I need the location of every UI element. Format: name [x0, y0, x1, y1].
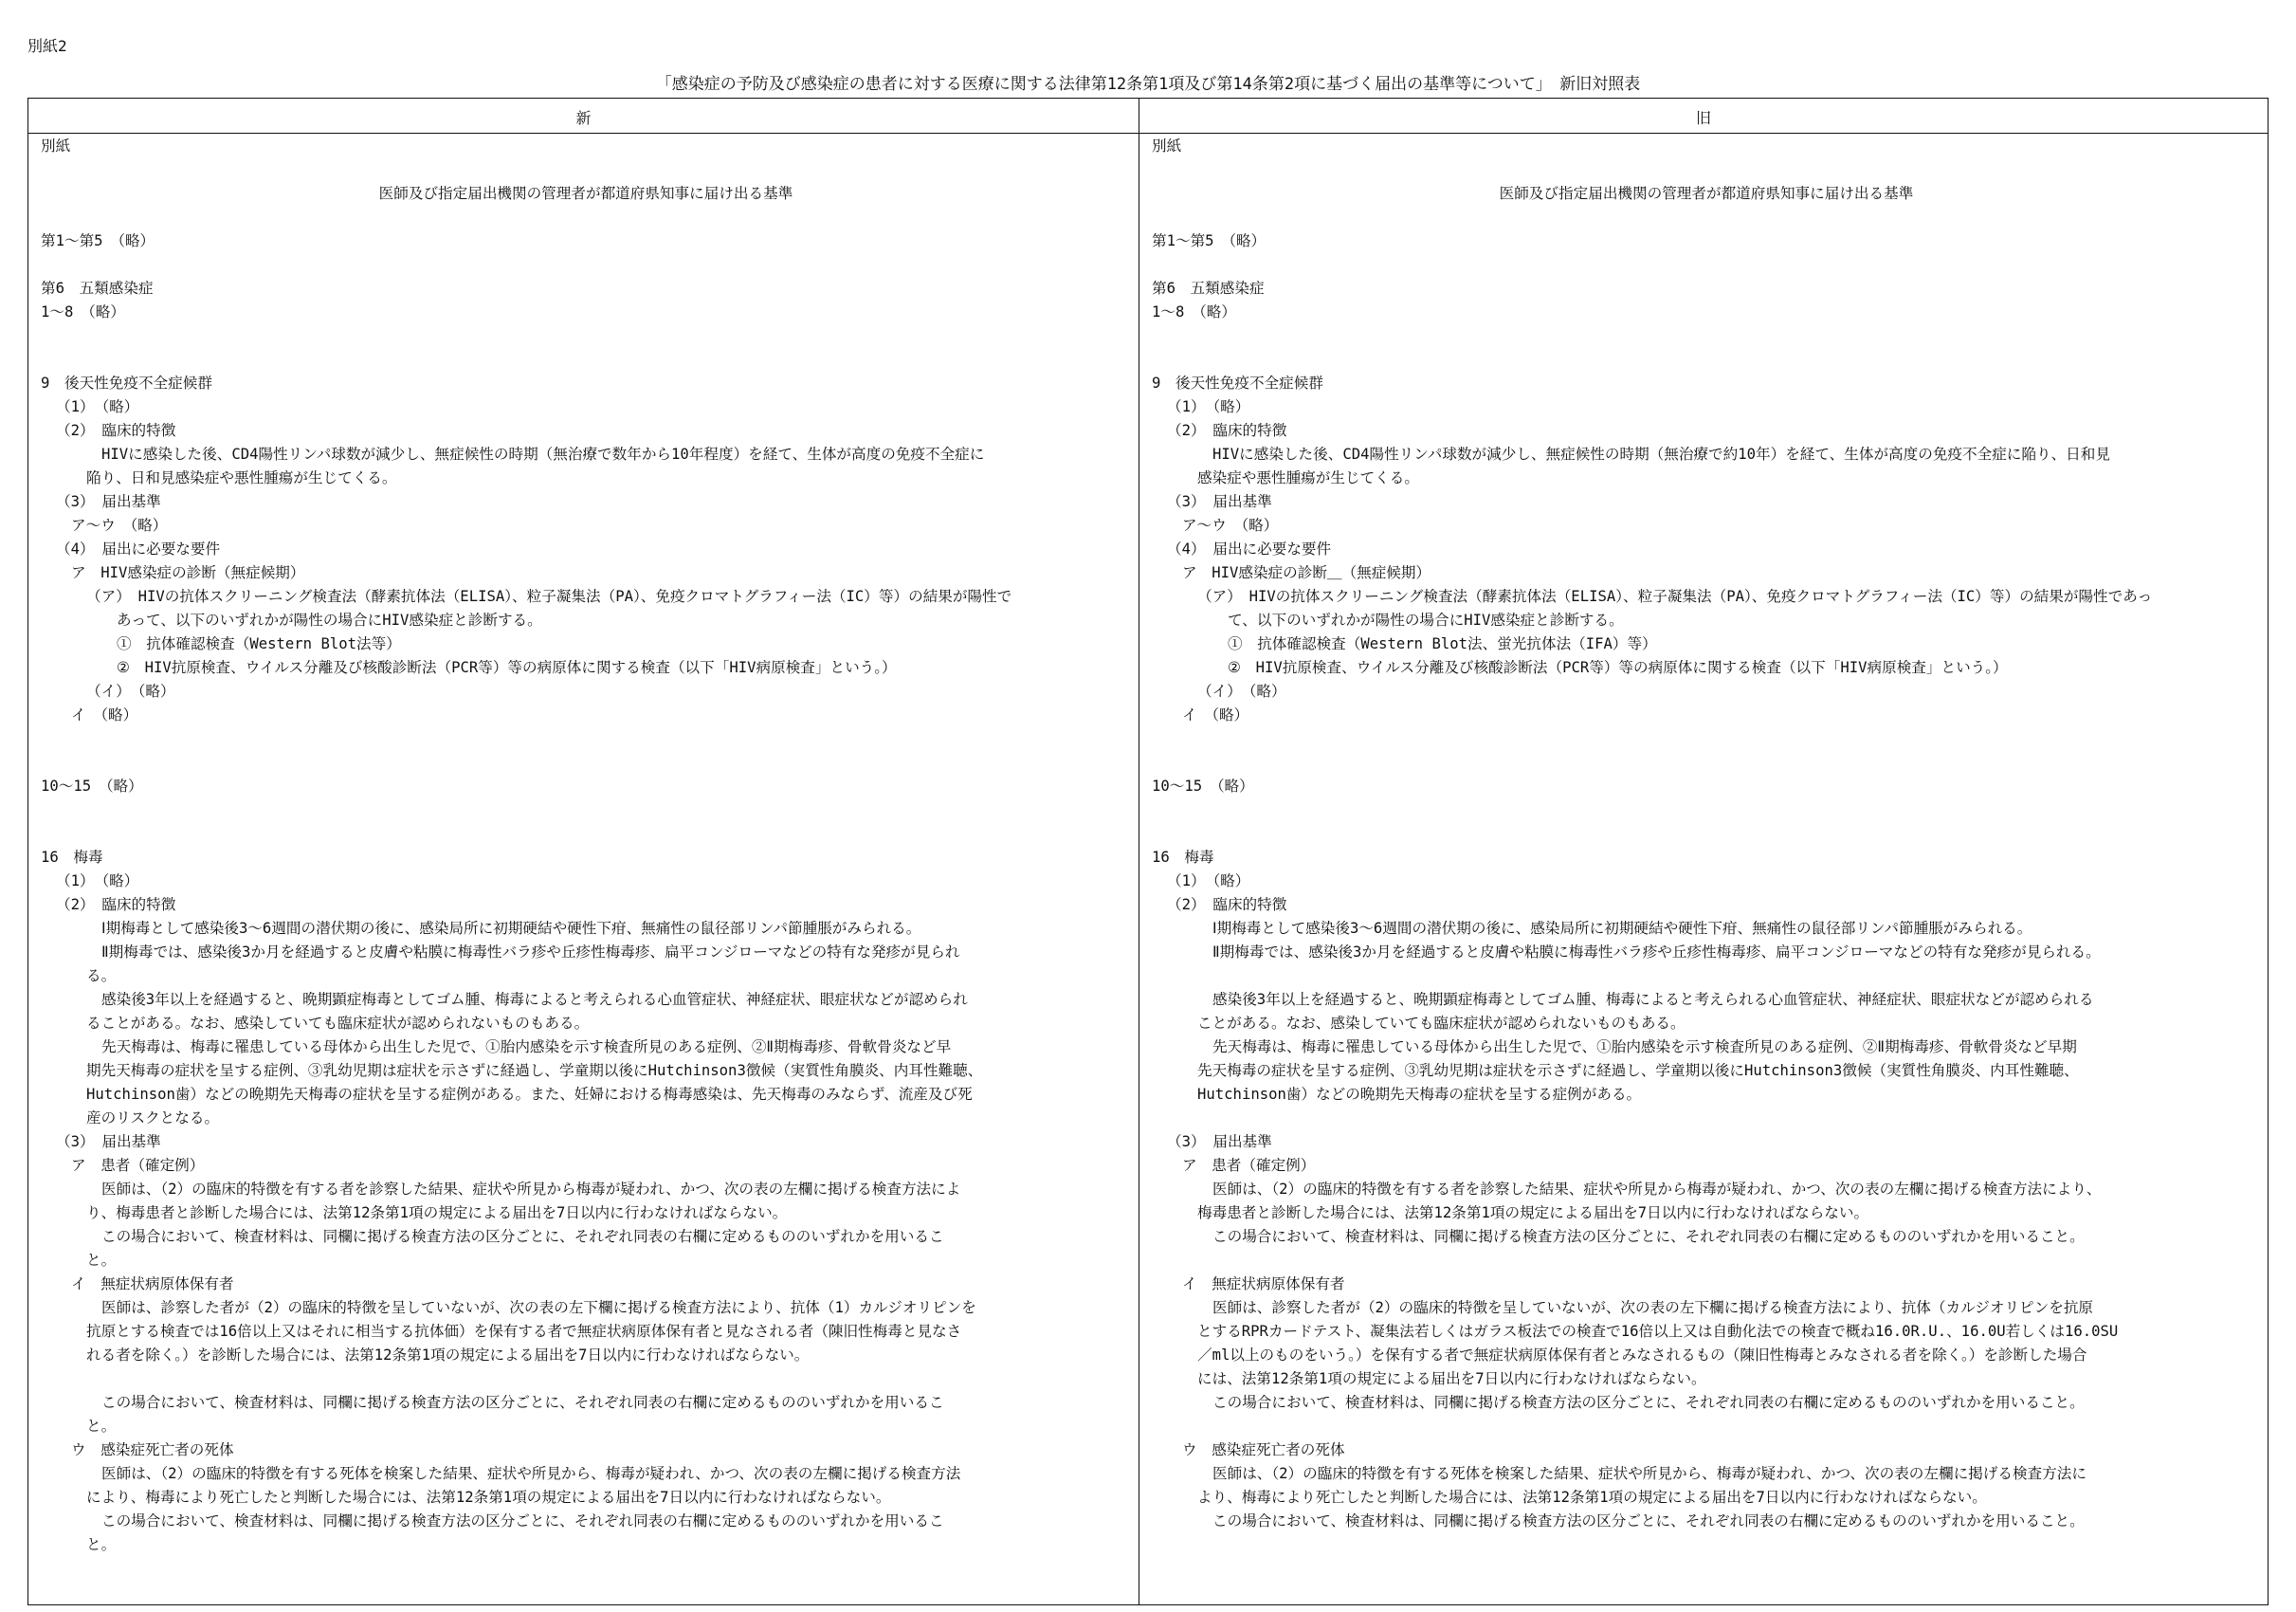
new-text-line: ア～ウ （略）: [71, 517, 168, 534]
new-text-line: （3） 届出基準: [56, 1133, 161, 1150]
new-text-line: と。: [86, 1418, 117, 1435]
new-text-line: 10～15 （略）: [41, 778, 143, 795]
old-text-line: （3） 届出基準: [1167, 493, 1272, 510]
new-text-line: ア HIV感染症の診断（無症候期）: [71, 564, 305, 581]
new-text-line: Hutchinson歯）などの晩期先天梅毒の症状を呈する症例がある。また、妊婦における梅毒感染は、先天梅毒のみならず、流産及び死: [86, 1086, 973, 1103]
old-text-line: HIVに感染した後、CD4陽性リンパ球数が減少し、無症候性の時期（無治療で約10年）を経て、生体が高度の免疫不全症に陥り、日和見: [1212, 446, 2110, 463]
new-text-line: [41, 348, 1131, 372]
new-text-line: [41, 1367, 1131, 1391]
new-text-line: Ⅱ期梅毒では、感染後3か月を経過すると皮膚や粘膜に梅毒性バラ疹や丘疹性梅毒疹、扁平コンジローマなどの特有な発疹が見られ: [101, 943, 960, 961]
new-text-line: 1～8 （略）: [41, 303, 125, 321]
new-text-line: 期先天梅毒の症状を呈する症例、③乳幼児期は症状を示さずに経過し、学童期以後にHutchinson3徴候（実質性角膜炎、内耳性難聴、: [86, 1062, 983, 1079]
old-text-line: （2） 臨床的特徴: [1167, 896, 1287, 913]
old-text-line: [1152, 253, 2261, 277]
old-text-line: 医師は、（2）の臨床的特徴を有する者を診察した結果、症状や所見から梅毒が疑われ、かつ、次の表の左欄に掲げる検査方法により、: [1212, 1181, 2102, 1198]
old-text-line: （4） 届出に必要な要件: [1167, 540, 1332, 558]
new-text-line: （4） 届出に必要な要件: [56, 540, 221, 558]
new-text-line: ア 患者（確定例）: [71, 1157, 205, 1174]
new-text-line: イ （略）: [71, 706, 138, 724]
new-text-line: [41, 206, 1131, 229]
new-text-line: [41, 727, 1131, 751]
old-text-line: ウ 感染症死亡者の死体: [1182, 1441, 1345, 1458]
new-text-line: Ⅰ期梅毒として感染後3～6週間の潜伏期の後に、感染局所に初期硬結や硬性下疳、無痛性の鼠径部リンパ節腫脹がみられる。: [101, 920, 921, 937]
new-text-line: と。: [86, 1536, 117, 1553]
old-text-line: ア 患者（確定例）: [1182, 1157, 1316, 1174]
old-text-line: 先天梅毒は、梅毒に罹患している母体から出生した児で、①胎内感染を示す検査所見のある症例、②Ⅱ期梅毒疹、骨軟骨炎など早期: [1212, 1038, 2077, 1055]
old-text-line: この場合において、検査材料は、同欄に掲げる検査方法の区分ごとに、それぞれ同表の右欄に定めるもののいずれかを用いること。: [1212, 1394, 2085, 1411]
old-text-line: [1152, 751, 2261, 775]
new-text-line: る。: [86, 967, 117, 984]
old-text-line: ① 抗体確認検査（Western Blot法、蛍光抗体法（IFA）等）: [1228, 635, 1657, 652]
old-text-line: Ⅱ期梅毒では、感染後3か月を経過すると皮膚や粘膜に梅毒性バラ疹や丘疹性梅毒疹、扁平コンジローマなどの特有な発疹が見られる。: [1212, 943, 2101, 961]
new-text-line: [41, 253, 1131, 277]
old-text-line: 第1～第5 （略）: [1152, 232, 1266, 249]
new-text-line: この場合において、検査材料は、同欄に掲げる検査方法の区分ごとに、それぞれ同表の右欄に定めるもののいずれかを用いるこ: [101, 1512, 944, 1530]
old-text-line: ことがある。なお、感染していても臨床症状が認められないものもある。: [1197, 1015, 1686, 1032]
old-text-line: Ⅰ期梅毒として感染後3～6週間の潜伏期の後に、感染局所に初期硬結や硬性下疳、無痛性の鼠径部リンパ節腫脹がみられる。: [1212, 920, 2032, 937]
header-new: 新: [575, 109, 592, 127]
old-text-line: 医師及び指定届出機関の管理者が都道府県知事に届け出る基準: [1499, 185, 1914, 202]
new-text-line: [41, 822, 1131, 846]
new-text-line: 陥り、日和見感染症や悪性腫瘍が生じてくる。: [86, 469, 397, 486]
new-text-line: 産のリスクとなる。: [86, 1109, 220, 1127]
old-text-line: ② HIV抗原検査、ウイルス分離及び核酸診断法（PCR等）等の病原体に関する検査（以下「HIV病原検査」という。）: [1228, 659, 2008, 676]
old-text-line: [1152, 324, 2261, 348]
sheet-label: 別紙2: [27, 37, 67, 55]
new-text-line: 抗原とする検査では16倍以上又はそれに相当する抗体価）を保有する者で無症状病原体保有者と見なされる者（陳旧性梅毒と見なさ: [86, 1323, 962, 1340]
new-text-line: [41, 324, 1131, 348]
old-text-line: （1） （略）: [1167, 398, 1250, 415]
new-text-line: [41, 798, 1131, 822]
new-text-line: 医師及び指定届出機関の管理者が都道府県知事に届け出る基準: [378, 185, 793, 202]
new-text-line: 先天梅毒は、梅毒に罹患している母体から出生した児で、①胎内感染を示す検査所見のある症例、②Ⅱ期梅毒疹、骨軟骨炎など早: [101, 1038, 952, 1055]
new-text-line: [41, 751, 1131, 775]
new-text-line: [41, 158, 1131, 182]
old-text-line: 医師は、（2）の臨床的特徴を有する死体を検案した結果、症状や所見から、梅毒が疑われ、かつ、次の表の左欄に掲げる検査方法に: [1212, 1465, 2086, 1482]
old-text-line: ア～ウ （略）: [1182, 517, 1279, 534]
new-text-line: この場合において、検査材料は、同欄に掲げる検査方法の区分ごとに、それぞれ同表の右欄に定めるもののいずれかを用いるこ: [101, 1228, 944, 1245]
old-text-line: には、法第12条第1項の規定による届出を7日以内に行わなければならない。: [1197, 1370, 1706, 1387]
document-title: 「感染症の予防及び感染症の患者に対する医療に関する法律第12条第1項及び第14条第2項に基づく届出の基準等について」 新旧対照表: [655, 75, 1641, 94]
new-text-line: HIVに感染した後、CD4陽性リンパ球数が減少し、無症候性の時期（無治療で数年から10年程度）を経て、生体が高度の免疫不全症に: [101, 446, 985, 463]
old-text-line: [1152, 206, 2261, 229]
old-text-line: とするRPRカードテスト、凝集法若しくはガラス板法での検査で16倍以上又は自動化法での検査で概ね16.0R.U.、16.0U若しくは16.0SU: [1197, 1323, 2119, 1340]
new-text-line: 9 後天性免疫不全症候群: [41, 375, 212, 392]
new-text-line: （1） （略）: [56, 872, 139, 889]
new-text-line: ② HIV抗原検査、ウイルス分離及び核酸診断法（PCR等）等の病原体に関する検査（以下「HIV病原検査」という。）: [117, 659, 897, 676]
old-text-line: [1152, 727, 2261, 751]
old-text-line: イ 無症状病原体保有者: [1182, 1275, 1345, 1292]
new-text-line: 医師は、（2）の臨床的特徴を有する死体を検案した結果、症状や所見から、梅毒が疑われ、かつ、次の表の左欄に掲げる検査方法: [101, 1465, 961, 1482]
old-text-line: 第6 五類感染症: [1152, 280, 1265, 297]
old-text-line: [1152, 348, 2261, 372]
old-column: [1152, 135, 2261, 1533]
old-text-line: （イ） （略）: [1197, 683, 1286, 700]
old-text-line: この場合において、検査材料は、同欄に掲げる検査方法の区分ごとに、それぞれ同表の右欄に定めるもののいずれかを用いること。: [1212, 1228, 2085, 1245]
new-text-line: この場合において、検査材料は、同欄に掲げる検査方法の区分ごとに、それぞれ同表の右欄に定めるもののいずれかを用いるこ: [101, 1394, 944, 1411]
old-text-line: 先天梅毒の症状を呈する症例、③乳幼児期は症状を示さずに経過し、学童期以後にHutchinson3徴候（実質性角膜炎、内耳性難聴、: [1197, 1062, 2079, 1079]
new-text-line: （イ） （略）: [86, 683, 175, 700]
old-text-line: 16 梅毒: [1152, 849, 1214, 866]
old-text-line: [1152, 822, 2261, 846]
old-text-line: [1152, 798, 2261, 822]
old-text-line: て、以下のいずれかが陽性の場合にHIV感染症と診断する。: [1228, 612, 1624, 629]
old-text-line: 感染症や悪性腫瘍が生じてくる。: [1197, 469, 1419, 486]
old-text-line: 10～15 （略）: [1152, 778, 1254, 795]
old-text-line: [1152, 1107, 2261, 1130]
new-text-line: ウ 感染症死亡者の死体: [71, 1441, 234, 1458]
old-text-line: 感染後3年以上を経過すると、晩期顕症梅毒としてゴム腫、梅毒によると考えられる心血管症状、神経症状、眼症状などが認められる: [1212, 991, 2094, 1008]
old-text-line: （ア） HIVの抗体スクリーニング検査法（酵素抗体法（ELISA）、粒子凝集法（PA）、免疫クロマトグラフィー法（IC）等）の結果が陽性であっ: [1197, 588, 2153, 605]
new-text-line: （3） 届出基準: [56, 493, 161, 510]
old-text-line: [1152, 1415, 2261, 1438]
new-text-line: （2） 臨床的特徴: [56, 422, 176, 439]
header-old: 旧: [1695, 109, 1711, 127]
old-text-line: [1152, 158, 2261, 182]
new-text-line: 第1～第5 （略）: [41, 232, 155, 249]
old-text-line: （3） 届出基準: [1167, 1133, 1272, 1150]
old-text-line: この場合において、検査材料は、同欄に掲げる検査方法の区分ごとに、それぞれ同表の右欄に定めるもののいずれかを用いること。: [1212, 1512, 2085, 1530]
new-column: [41, 135, 1131, 1557]
old-text-line: [1152, 964, 2261, 988]
old-text-line: 1～8 （略）: [1152, 303, 1236, 321]
new-text-line: と。: [86, 1252, 117, 1269]
new-text-line: 第6 五類感染症: [41, 280, 154, 297]
new-text-line: （ア） HIVの抗体スクリーニング検査法（酵素抗体法（ELISA）、粒子凝集法（PA）、免疫クロマトグラフィー法（IC）等）の結果が陽性で: [86, 588, 1012, 605]
new-text-line: 医師は、（2）の臨床的特徴を有する者を診察した結果、症状や所見から梅毒が疑われ、かつ、次の表の左欄に掲げる検査方法によ: [101, 1181, 961, 1198]
old-text-line: （1） （略）: [1167, 872, 1250, 889]
new-text-line: 医師は、診察した者が（2）の臨床的特徴を呈していないが、次の表の左下欄に掲げる検査方法により、抗体（1）カルジオリピンを: [101, 1299, 976, 1316]
new-text-line: （2） 臨床的特徴: [56, 896, 176, 913]
new-text-line: あって、以下のいずれかが陽性の場合にHIV感染症と診断する。: [117, 612, 542, 629]
old-text-line: ／ml以上のものをいう。）を保有する者で無症状病原体保有者とみなされるもの（陳旧性梅毒とみなされる者を除く。）を診断した場合: [1197, 1346, 2087, 1364]
new-text-line: 16 梅毒: [41, 849, 103, 866]
new-text-line: れる者を除く。）を診断した場合には、法第12条第1項の規定による届出を7日以内に行わなければならない。: [86, 1346, 810, 1364]
old-text-line: ア HIV感染症の診断＿（無症候期）: [1182, 564, 1431, 581]
old-text-line: 別紙: [1152, 137, 1182, 155]
new-text-line: ることがある。なお、感染していても臨床症状が認められないものもある。: [86, 1015, 590, 1032]
old-text-line: （2） 臨床的特徴: [1167, 422, 1287, 439]
new-text-line: （1） （略）: [56, 398, 139, 415]
new-text-line: ① 抗体確認検査（Western Blot法等）: [117, 635, 401, 652]
new-text-line: により、梅毒により死亡したと判断した場合には、法第12条第1項の規定による届出を7日以内に行わなければならない。: [86, 1489, 891, 1506]
new-text-line: イ 無症状病原体保有者: [71, 1275, 234, 1292]
old-text-line: より、梅毒により死亡したと判断した場合には、法第12条第1項の規定による届出を7日以内に行わなければならない。: [1197, 1489, 1987, 1506]
old-text-line: [1152, 1249, 2261, 1273]
new-text-line: 別紙: [41, 137, 71, 155]
new-text-line: 感染後3年以上を経過すると、晩期顕症梅毒としてゴム腫、梅毒によると考えられる心血管症状、神経症状、眼症状などが認められ: [101, 991, 968, 1008]
comparison-table: [27, 98, 2269, 1605]
old-text-line: 9 後天性免疫不全症候群: [1152, 375, 1323, 392]
old-text-line: 医師は、診察した者が（2）の臨床的特徴を呈していないが、次の表の左下欄に掲げる検査方法により、抗体（カルジオリピンを抗原: [1212, 1299, 2094, 1316]
table-header-row: [28, 99, 2268, 134]
old-text-line: 梅毒患者と診断した場合には、法第12条第1項の規定による届出を7日以内に行わなければならない。: [1197, 1204, 1869, 1221]
old-text-line: イ （略）: [1182, 706, 1249, 724]
old-text-line: Hutchinson歯）などの晩期先天梅毒の症状を呈する症例がある。: [1197, 1086, 1642, 1103]
new-text-line: り、梅毒患者と診断した場合には、法第12条第1項の規定による届出を7日以内に行わなければならない。: [86, 1204, 788, 1221]
